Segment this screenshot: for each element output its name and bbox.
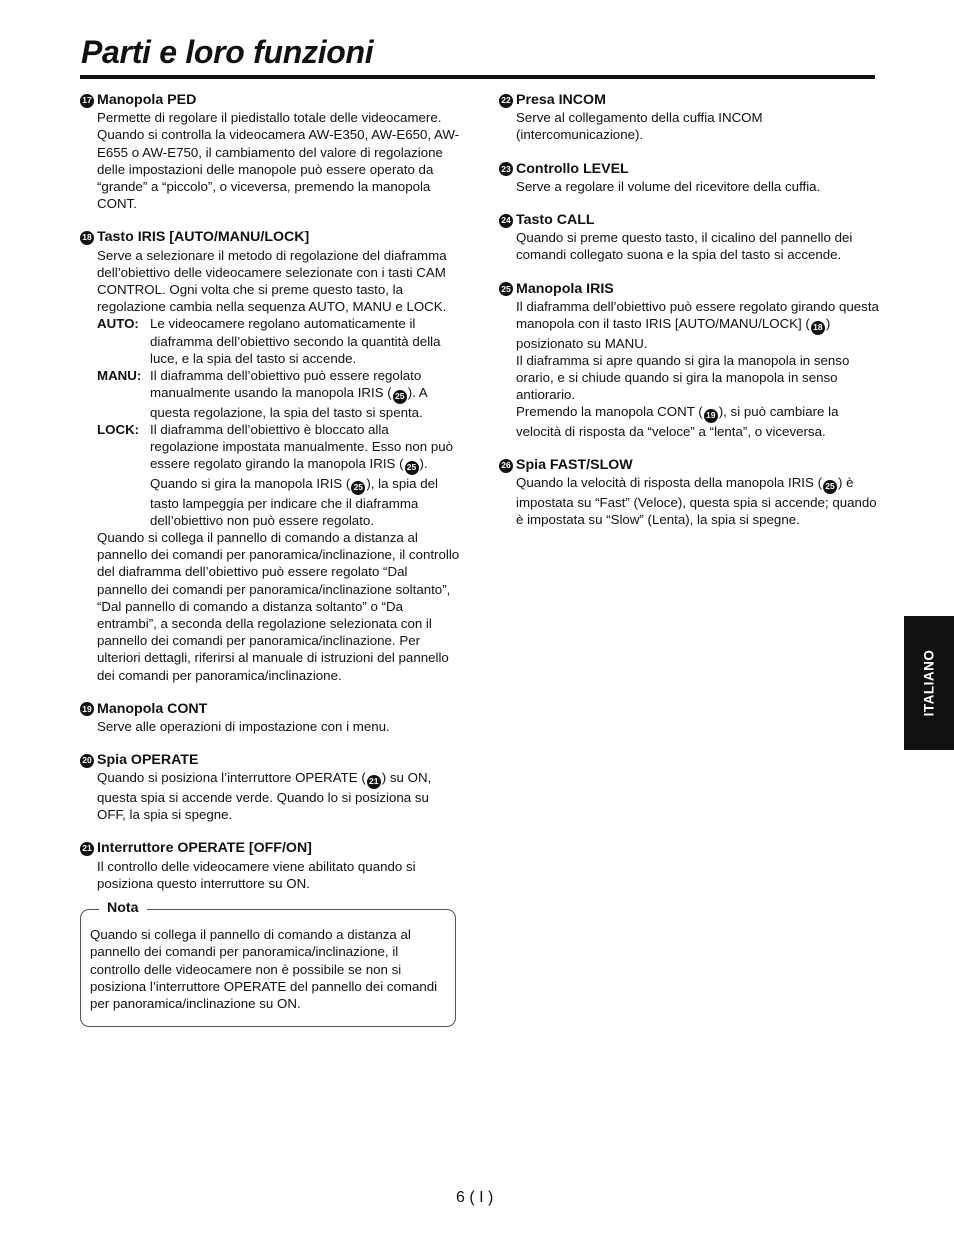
circled-number-icon: 17 xyxy=(80,94,94,108)
circled-number-icon: 23 xyxy=(499,162,513,176)
item-17-title: Manopola PED xyxy=(97,92,197,108)
item-25-paragraph-3: Premendo la manopola CONT ( 19 ), si può cambiare la velocità di risposta da “veloce” a “lenta”, o viceversa. xyxy=(516,404,839,440)
item-20-heading xyxy=(80,752,460,769)
mode-auto xyxy=(97,315,460,367)
circled-number-icon: 26 xyxy=(499,459,513,473)
right-column xyxy=(499,92,879,545)
item-20-title: Spia OPERATE xyxy=(97,752,199,769)
note-text: Quando si collega il pannello di comando a distanza al pannello dei comandi per panoramica/inclinazione, il controllo delle videocamere non è possibile se non si posiziona l’interruttore OPERATE del pannello dei comandi per panoramica/inclinazione su ON. xyxy=(90,927,438,1011)
item-23-heading xyxy=(499,161,879,178)
item-18-title: Tasto IRIS [AUTO/MANU/LOCK] xyxy=(97,229,310,246)
circled-number-icon: 21 xyxy=(80,842,94,856)
circled-number-icon: 25 xyxy=(393,390,407,404)
mode-lock-label: LOCK: xyxy=(97,422,140,438)
item-17-paragraph-1: Permette di regolare il piedistallo totale delle videocamere. xyxy=(97,110,442,126)
item-17 xyxy=(80,92,460,212)
note-box xyxy=(80,900,456,1027)
item-26-paragraph-1: Quando la velocità di risposta della manopola IRIS ( 25 ) è impostata su “Fast” (Veloce), questa spia si accende; quando è impostata su “Slow” (Lenta), la spia si spegne. xyxy=(516,475,877,528)
item-24-paragraph-1: Quando si preme questo tasto, il cicalino del pannello dei comandi collegato suona e la spia del tasto si accende. xyxy=(516,230,853,263)
item-25-paragraph-1: Il diaframma dell’obiettivo può essere regolato girando questa manopola con il tasto IRIS [AUTO/MANU/LOCK] ( 18 ) posizionato su MANU. xyxy=(516,298,879,351)
item-22-title: Presa INCOM xyxy=(516,92,606,108)
language-side-tab-label: ITALIANO xyxy=(921,649,937,717)
item-19-paragraph-1: Serve alle operazioni di impostazione con i menu. xyxy=(97,719,390,735)
item-19 xyxy=(80,701,460,735)
item-20 xyxy=(80,752,460,823)
item-17-heading xyxy=(80,92,460,109)
item-26-heading xyxy=(499,457,879,474)
item-18-paragraph-1: Serve a selezionare il metodo di regolazione del diaframma dell’obiettivo delle videocamere selezionate con i tasti CAM CONTROL. Ogni volta che si preme questo tasto, la regolazione cambia nella sequenza AUTO, MANU e LOCK. xyxy=(97,247,447,315)
item-18 xyxy=(80,229,460,683)
item-19-title: Manopola CONT xyxy=(97,700,208,717)
circled-number-icon: 18 xyxy=(80,231,94,245)
item-23 xyxy=(499,161,879,195)
item-21-title: Interruttore OPERATE [OFF/ON] xyxy=(97,840,312,857)
page-title: Parti e loro funzioni xyxy=(81,34,374,70)
item-21 xyxy=(80,840,460,892)
circled-number-icon: 20 xyxy=(80,754,94,768)
circled-number-icon: 25 xyxy=(351,481,365,495)
language-side-tab xyxy=(904,616,954,750)
mode-manu xyxy=(97,367,460,421)
circled-number-icon: 19 xyxy=(80,702,94,716)
item-23-paragraph-1: Serve a regolare il volume del ricevitore della cuffia. xyxy=(516,178,821,194)
circled-number-icon: 22 xyxy=(499,94,513,108)
title-rule xyxy=(80,75,875,79)
item-24 xyxy=(499,212,879,264)
circled-number-icon: 24 xyxy=(499,214,513,228)
item-22-heading xyxy=(499,92,879,109)
item-22-paragraph-1: Serve al collegamento della cuffia INCOM (intercomunicazione). xyxy=(516,110,763,143)
item-24-heading xyxy=(499,212,879,229)
mode-lock xyxy=(97,421,460,529)
circled-number-icon: 18 xyxy=(811,321,825,335)
circled-number-icon: 25 xyxy=(499,282,513,296)
item-25-paragraph-2: Il diaframma si apre quando si gira la manopola in senso orario, e si chiude quando si gira la manopola in senso antiorario. xyxy=(516,352,850,403)
item-21-paragraph-1: Il controllo delle videocamere viene abilitato quando si posiziona questo interruttore su ON. xyxy=(97,858,416,891)
item-25-heading xyxy=(499,281,879,298)
page-number: 6 ( I ) xyxy=(456,1189,494,1206)
circled-number-icon: 21 xyxy=(367,775,381,789)
item-24-title: Tasto CALL xyxy=(516,212,595,229)
item-26 xyxy=(499,457,879,528)
circled-number-icon: 25 xyxy=(823,480,837,494)
item-22 xyxy=(499,92,879,144)
note-title: Nota xyxy=(99,900,147,917)
item-25-title: Manopola IRIS xyxy=(516,280,614,297)
item-21-heading xyxy=(80,840,460,857)
item-25 xyxy=(499,281,879,441)
item-26-title: Spia FAST/SLOW xyxy=(516,457,633,474)
mode-manu-label: MANU: xyxy=(97,368,142,384)
item-18-heading xyxy=(80,229,460,246)
mode-auto-text: Le videocamere regolano automaticamente il diaframma dell’obiettivo secondo la quantità della luce, e la spia del tasto si accende. xyxy=(150,316,441,366)
left-column xyxy=(80,92,460,1027)
mode-lock-text: Il diaframma dell’obiettivo è bloccato alla regolazione impostata manualmente. Esso non può essere regolato girando la manopola IRIS ( 25 ). Quando si gira la manopola IRIS ( 25 ), la spia del tasto lampeggia per indicare che il diaframma dell’obiettivo non può essere regolato. xyxy=(150,422,454,528)
item-17-paragraph-2: Quando si controlla la videocamera AW-E350, AW-E650, AW-E655 o AW-E750, il cambiamento del valore di regolazione delle impostazioni delle manopole può essere operato da “grande” a “piccolo”, o viceversa, premendo la manopola CONT. xyxy=(97,127,460,212)
item-20-paragraph-1: Quando si posiziona l’interruttore OPERATE ( 21 ) su ON, questa spia si accende verde. Quando lo si posiziona su OFF, la spia si spegne. xyxy=(97,770,432,823)
item-18-paragraph-2: Quando si collega il pannello di comando a distanza al pannello dei comandi per panoramica/inclinazione, il controllo del diaframma dell’obiettivo può essere regolato “Dal pannello dei comandi per panoramica/inclinazione soltanto”, “Dal pannello di comando a distanza soltanto” o “Da entrambi”, a seconda della regolazione selezionata con il pannello dei comandi per panoramica/inclinazione. Per ulteriori dettagli, riferirsi al manuale di istruzioni del pannello dei comandi per panoramica/inclinazione. xyxy=(97,530,460,683)
circled-number-icon: 25 xyxy=(405,461,419,475)
item-23-title: Controllo LEVEL xyxy=(516,160,629,177)
mode-auto-label: AUTO: xyxy=(97,316,139,332)
mode-manu-text: Il diaframma dell’obiettivo può essere regolato manualmente usando la manopola IRIS ( 25 ). A questa regolazione, la spia del tasto si spenta. xyxy=(150,368,427,420)
item-19-heading xyxy=(80,701,460,718)
circled-number-icon: 19 xyxy=(704,409,718,423)
